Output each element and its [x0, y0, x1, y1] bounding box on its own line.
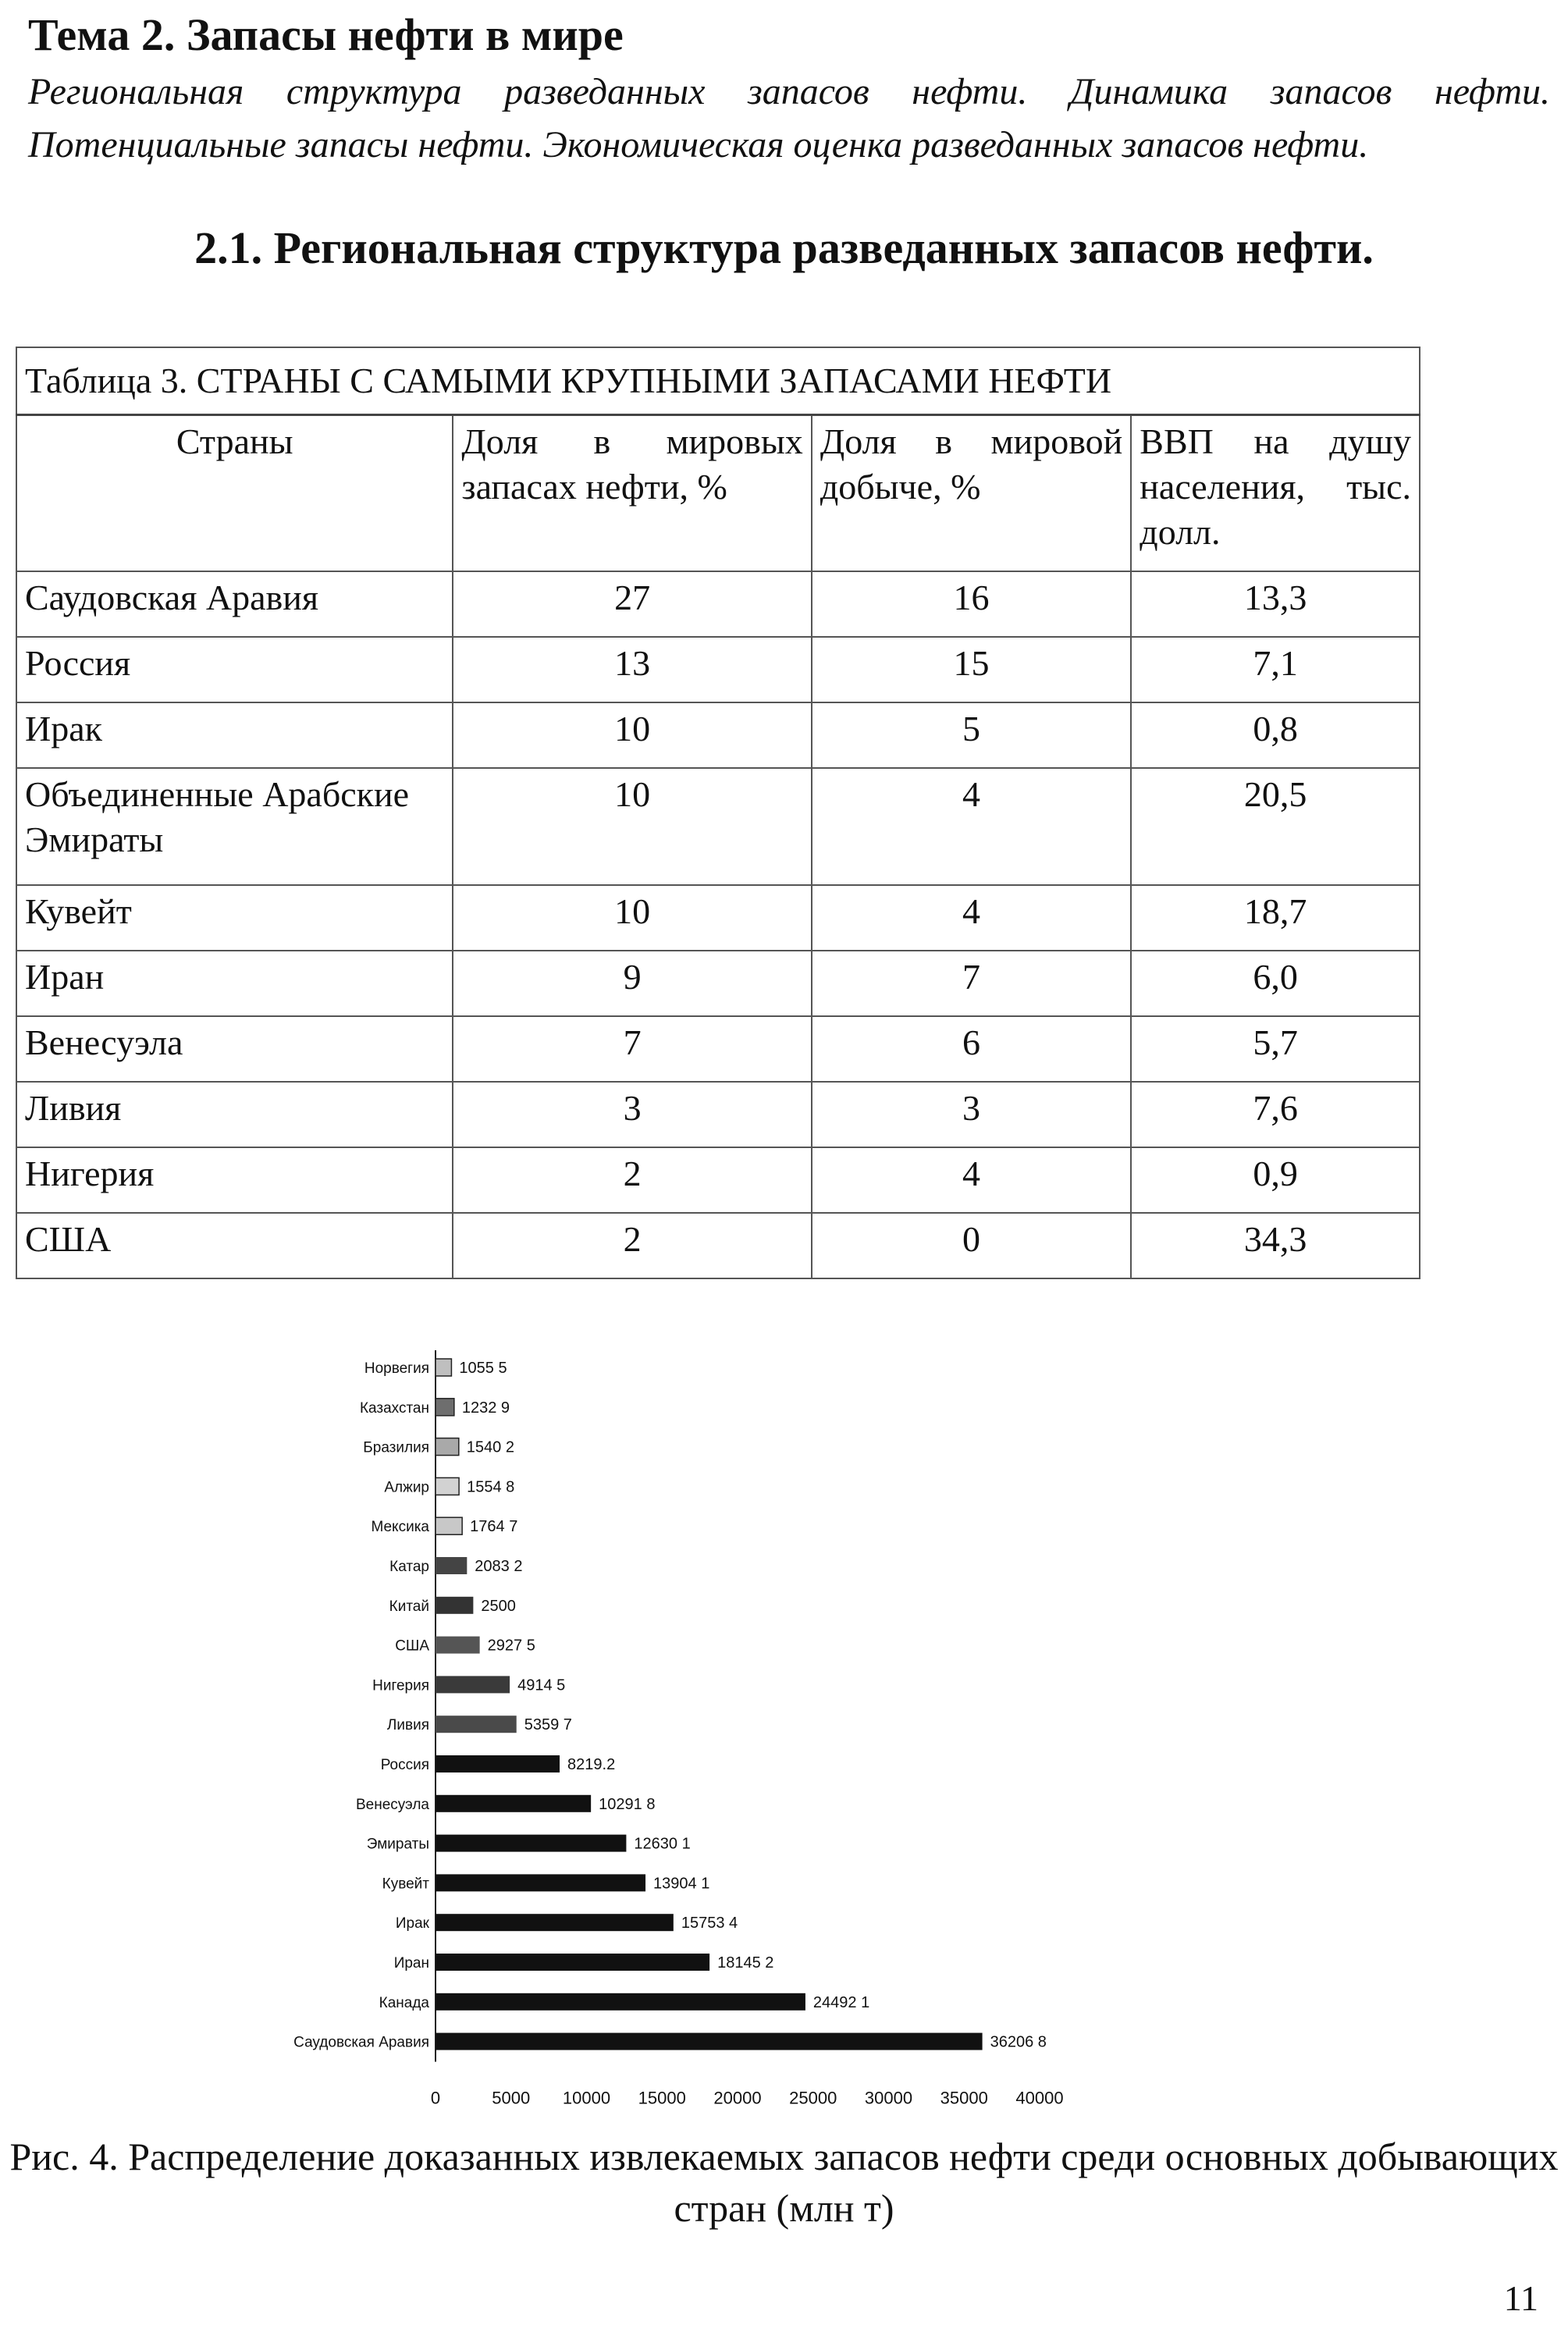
bar: [436, 1755, 560, 1772]
header-gdp-per-capita: ВВП на душу населения, тыс. долл.: [1131, 415, 1420, 572]
category-label: Ирак: [395, 1915, 429, 1932]
x-tick-label: 30000: [864, 2088, 913, 2107]
cell-country: Россия: [16, 637, 453, 702]
oil-reserves-table: [16, 347, 1420, 1279]
cell-country: Кувейт: [16, 885, 453, 951]
bar: [436, 1517, 462, 1534]
category-label: Бразилия: [363, 1439, 429, 1456]
bar: [436, 1399, 454, 1416]
value-label: 10291 8: [599, 1795, 656, 1813]
table-row: [16, 571, 1420, 637]
x-tick-label: 15000: [638, 2088, 686, 2107]
bar: [436, 1835, 626, 1852]
category-label: Катар: [389, 1559, 429, 1575]
cell-country: Венесуэла: [16, 1016, 453, 1082]
cell-country: Объединенные Арабские Эмираты: [16, 768, 453, 885]
table-row: [16, 885, 1420, 951]
cell-country: Иран: [16, 951, 453, 1016]
topic-title: Тема 2. Запасы нефти в мире: [28, 9, 624, 60]
page-number: 11: [1503, 2278, 1538, 2318]
x-tick-label: 10000: [562, 2088, 611, 2107]
value-label: 13904 1: [653, 1875, 710, 1893]
table-row: [16, 1016, 1420, 1082]
cell-reserves-share: 10: [453, 768, 811, 885]
bar: [436, 1438, 459, 1456]
value-label: 2927 5: [487, 1637, 535, 1655]
table-row: [16, 637, 1420, 702]
value-label: 24492 1: [812, 1993, 870, 2011]
cell-country: Ливия: [16, 1082, 453, 1147]
cell-gdp: 6,0: [1131, 951, 1420, 1016]
value-label: 12630 1: [634, 1835, 691, 1853]
x-tick-label: 0: [430, 2088, 441, 2107]
value-label: 2500: [481, 1597, 516, 1615]
cell-production-share: 15: [812, 637, 1131, 702]
cell-production-share: 4: [812, 885, 1131, 951]
value-label: 1055 5: [459, 1360, 507, 1377]
category-label: Канада: [379, 1994, 429, 2011]
category-label: Нигерия: [372, 1677, 429, 1694]
cell-reserves-share: 10: [453, 702, 811, 768]
category-label: Казахстан: [359, 1399, 429, 1417]
value-label: 15753 4: [681, 1915, 738, 1932]
oil-reserves-table-container: [16, 347, 1420, 1279]
cell-gdp: 7,6: [1131, 1082, 1420, 1147]
cell-country: Нигерия: [16, 1147, 453, 1213]
cell-production-share: 16: [812, 571, 1131, 637]
oil-reserves-chart: [234, 1342, 1093, 2107]
topic-subtitle: Региональная структура разведанных запасов нефти. Динамика запасов нефти. Потенциальные запасы нефти. Экономическая оценка разведанных запасов нефти.: [28, 71, 1550, 165]
cell-reserves-share: 27: [453, 571, 811, 637]
category-label: Эмираты: [366, 1836, 429, 1853]
bar: [436, 1676, 510, 1693]
table-row: [16, 768, 1420, 885]
category-label: Саудовская Аравия: [293, 2034, 429, 2051]
bar: [436, 1914, 674, 1931]
cell-gdp: 13,3: [1131, 571, 1420, 637]
cell-reserves-share: 3: [453, 1082, 811, 1147]
cell-country: США: [16, 1213, 453, 1278]
cell-production-share: 4: [812, 768, 1131, 885]
cell-country: Ирак: [16, 702, 453, 768]
bar: [436, 1557, 467, 1574]
bar: [436, 1597, 473, 1614]
bar: [436, 1954, 709, 1971]
category-label: Россия: [380, 1757, 429, 1773]
category-label: Кувейт: [382, 1876, 429, 1893]
table-row: [16, 702, 1420, 768]
header-reserves-share: Доля в мировых запасах нефти, %: [453, 415, 811, 572]
value-label: 1540 2: [466, 1438, 514, 1456]
category-label: Венесуэла: [355, 1796, 429, 1813]
cell-production-share: 5: [812, 702, 1131, 768]
bar: [436, 1874, 645, 1891]
cell-reserves-share: 2: [453, 1147, 811, 1213]
cell-reserves-share: 7: [453, 1016, 811, 1082]
bar: [436, 1993, 805, 2011]
x-tick-label: 20000: [713, 2088, 762, 2107]
table-row: [16, 951, 1420, 1016]
category-label: Ливия: [386, 1717, 429, 1734]
value-label: 1764 7: [470, 1518, 518, 1536]
cell-reserves-share: 10: [453, 885, 811, 951]
cell-reserves-share: 13: [453, 637, 811, 702]
cell-gdp: 34,3: [1131, 1213, 1420, 1278]
bar: [436, 1637, 480, 1654]
cell-production-share: 4: [812, 1147, 1131, 1213]
header-countries: Страны: [16, 415, 453, 572]
bar: [436, 1716, 517, 1733]
value-label: 36206 8: [990, 2033, 1047, 2051]
cell-gdp: 0,8: [1131, 702, 1420, 768]
cell-reserves-share: 9: [453, 951, 811, 1016]
bar: [436, 1795, 591, 1812]
cell-reserves-share: 2: [453, 1213, 811, 1278]
value-label: 1554 8: [467, 1478, 515, 1496]
category-label: Мексика: [371, 1519, 429, 1536]
cell-production-share: 0: [812, 1213, 1131, 1278]
cell-production-share: 3: [812, 1082, 1131, 1147]
value-label: 4914 5: [517, 1676, 566, 1694]
bar: [436, 2033, 983, 2050]
x-tick-label: 40000: [1015, 2088, 1064, 2107]
cell-gdp: 5,7: [1131, 1016, 1420, 1082]
table-row: [16, 1147, 1420, 1213]
x-tick-label: 35000: [940, 2088, 988, 2107]
value-label: 1232 9: [461, 1399, 510, 1417]
cell-gdp: 20,5: [1131, 768, 1420, 885]
cell-country: Саудовская Аравия: [16, 571, 453, 637]
category-label: США: [395, 1637, 429, 1655]
table-row: [16, 1082, 1420, 1147]
cell-gdp: 18,7: [1131, 885, 1420, 951]
figure-caption: Рис. 4. Распределение доказанных извлекаемых запасов нефти среди основных добывающих стран (млн т): [9, 2135, 1559, 2230]
category-label: Иран: [393, 1955, 429, 1972]
value-label: 5359 7: [524, 1716, 572, 1734]
category-label: Норвегия: [364, 1360, 429, 1377]
table-row: [16, 1213, 1420, 1278]
value-label: 18145 2: [717, 1954, 774, 1972]
table-caption: Таблица 3. СТРАНЫ С САМЫМИ КРУПНЫМИ ЗАПАСАМИ НЕФТИ: [16, 347, 1420, 415]
x-tick-label: 25000: [789, 2088, 837, 2107]
x-tick-label: 5000: [492, 2088, 531, 2107]
bar: [436, 1359, 451, 1376]
value-label: 2083 2: [475, 1558, 523, 1575]
table-header-row: [16, 415, 1420, 572]
cell-production-share: 7: [812, 951, 1131, 1016]
cell-gdp: 0,9: [1131, 1147, 1420, 1213]
header-production-share: Доля в мировой добыче, %: [812, 415, 1131, 572]
value-label: 8219.2: [567, 1756, 616, 1773]
bar-chart-svg: [234, 1342, 1093, 2107]
cell-gdp: 7,1: [1131, 637, 1420, 702]
cell-production-share: 6: [812, 1016, 1131, 1082]
bar: [436, 1477, 459, 1495]
category-label: Китай: [389, 1598, 429, 1615]
section-heading: 2.1. Региональная структура разведанных запасов нефти.: [194, 222, 1374, 273]
category-label: Алжир: [384, 1479, 429, 1496]
